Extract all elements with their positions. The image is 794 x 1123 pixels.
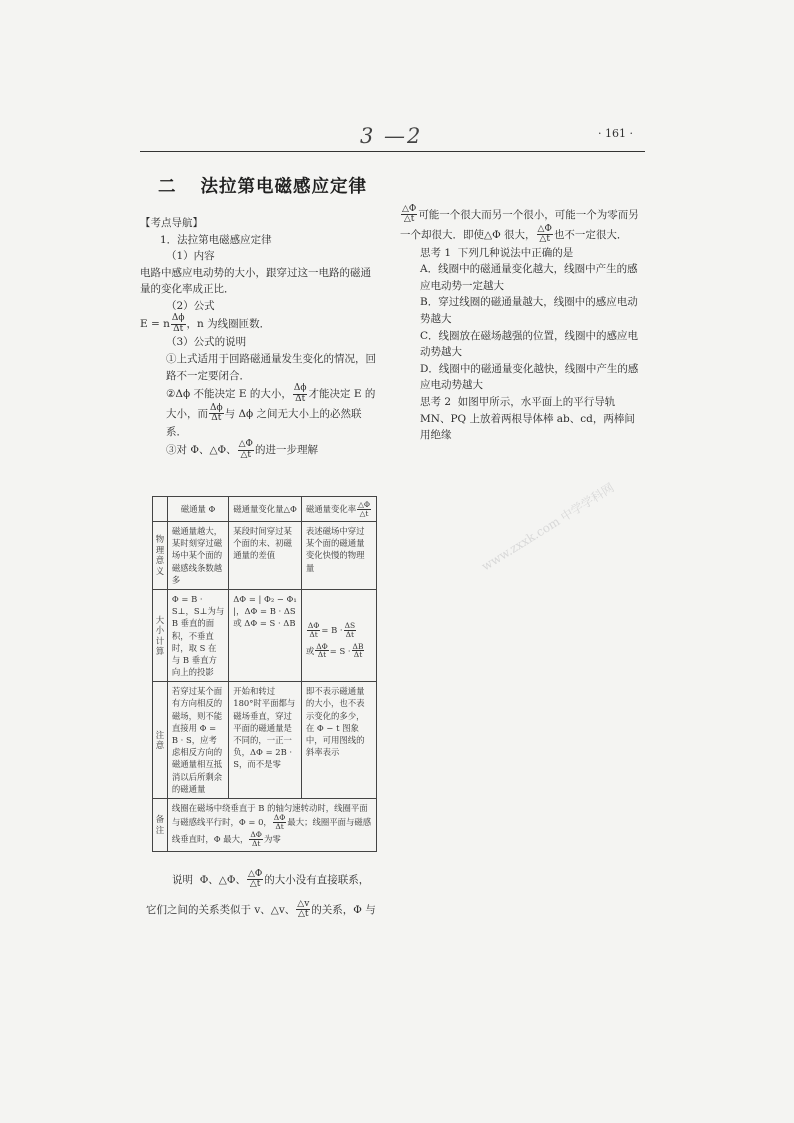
think-2-label: 思考 2	[420, 395, 452, 408]
note-1: ①上式适用于回路磁通量发生变化的情况，回路不一定要闭合．	[166, 352, 376, 382]
item-1-2: （2）公式	[166, 299, 215, 312]
row-head-attention: 注意	[153, 682, 168, 799]
table-remark-cell: 线圈在磁场中绕垂直于 B 的轴匀速转动时，线圈平面与磁感线平行时，Φ = 0， $\frac{\Delta\Phi}{\Delta t}$ 最大；线圈平面与磁感线垂直时，Φ 最大， $\frac{\Delta\Phi}{\Delta t}$ 为零	[167, 798, 376, 851]
note2-fraction: $\frac{\Delta\phi}{\Delta t}$	[293, 383, 307, 404]
table-cell: Φ = B · S⊥，S⊥为与 B 垂直的面积，不垂直时，取 S 在与 B 垂直方向上的投影	[167, 589, 228, 681]
guide-label: 【考点导航】	[140, 217, 203, 229]
formula	[140, 314, 380, 334]
left-column	[140, 215, 380, 460]
right-column	[400, 205, 645, 444]
continuation-text: $\frac{\triangle\Phi}{\triangle t}$ 可能一个很大而另一个很小，可能一个为零而另一个却很大．即使△Φ 很大， $\frac{\triangle\Phi}{\triangle t}$ 也不一定很大．	[400, 204, 639, 245]
formula-fraction: $\frac{\Delta\phi}{\Delta t}$	[171, 313, 185, 334]
header-rule	[140, 151, 645, 152]
bottom-note-line-1: 说明 Φ、△Φ、 $\frac{\triangle\Phi}{\triangle t}$ 的大小没有直接联系，	[172, 869, 370, 890]
table-cell: 若穿过某个面有方向相反的磁场，则不能直接用 Φ = B · S，应考虑相反方向的磁通量相互抵消以后所剩余的磁通量	[167, 682, 228, 799]
think-1: 思考 1 下列几种说法中正确的是	[420, 246, 574, 259]
section-heading: 法拉第电磁感应定律	[200, 177, 367, 197]
table-row	[153, 522, 377, 590]
note3-fraction: $\frac{\triangle\Phi}{\triangle t}$	[238, 439, 253, 460]
row-head-calculation: 大小计算	[153, 589, 168, 681]
note-3: ③对 Φ、△Φ、 $\frac{\triangle\Phi}{\triangle t}$ 的进一步理解	[166, 439, 318, 460]
think-2: 思考 2 如图甲所示，水平面上的平行导轨 MN、PQ 上放着两根导体棒 ab、cd，两棒间用绝缘	[420, 395, 635, 442]
option-c: C．线圈放在磁场越强的位置，线圈中的感应电动势越大	[420, 329, 639, 359]
option-d: D．线圈中的磁通量变化越快，线圈中产生的感应电动势越大	[420, 362, 639, 392]
watermark: www.zxxk.com 中学学科网	[479, 480, 617, 574]
table-cell: ΔΦ = | Φ₂ − Φ₁ |，ΔΦ = B · ΔS 或 ΔΦ = S · ΔB	[229, 589, 302, 681]
item-1-1: （1）内容	[166, 250, 215, 263]
table-row	[153, 589, 377, 681]
table-cell: 开始和转过 180°时平面都与磁场垂直，穿过平面的磁通量是不同的，一正一负，ΔΦ = 2B · S，而不是零	[229, 682, 302, 799]
bottom-note-line-2: 它们之间的关系类似于 v、△v、 $\frac{\triangle v}{\triangle t}$ 的关系，Φ 与	[146, 899, 376, 920]
table-corner	[153, 497, 168, 522]
table-cell: $\frac{\Delta\Phi}{\Delta t}$ = B · $\frac{\Delta S}{\Delta t}$ 或 $\frac{\Delta\Phi}{\Delta t}$ = S · $\frac{\Delta B}{\Delta t}$	[301, 589, 376, 681]
option-b: B．穿过线圈的磁通量越大，线圈中的感应电动势越大	[420, 296, 638, 326]
item-1-3: （3）公式的说明	[166, 336, 247, 349]
table-cell: 某段时间穿过某个面的末、初磁通量的差值	[229, 522, 302, 590]
col-header-flux-change: 磁通量变化量△Φ	[229, 497, 302, 522]
table-row	[153, 682, 377, 799]
table-cell: 即不表示磁通量的大小，也不表示变化的多少，在 Φ − t 图象中，可用图线的斜率表示	[301, 682, 376, 799]
formula-lhs: E = n	[140, 318, 170, 331]
formula-tail: ，n 为线圈匝数．	[186, 318, 271, 331]
comparison-table	[152, 496, 377, 852]
table-cell: 表述磁场中穿过某个面的磁通量变化快慢的物理量	[301, 522, 376, 590]
col-header-flux: 磁通量 Φ	[167, 497, 228, 522]
col-header-flux-rate: 磁通量变化率 $\frac{\triangle\Phi}{\triangle t}$	[301, 497, 376, 522]
note2-fraction-2: $\frac{\Delta\phi}{\Delta t}$	[210, 402, 223, 424]
row-head-meaning: 物理意义	[153, 522, 168, 590]
page-number: · 161 ·	[598, 127, 633, 140]
think-1-label: 思考 1	[420, 246, 452, 259]
table-cell: 磁通量越大，某时刻穿过磁场中某个面的磁感线条数越多	[167, 522, 228, 590]
note-label: 说明	[172, 873, 193, 886]
table-header-row	[153, 497, 377, 522]
note-2: ②Δϕ 不能决定 E 的大小， $\frac{\Delta\phi}{\Delta t}$ 才能决定 E 的大小，而 $\frac{\Delta\phi}{\Delta t}$ 与 Δϕ 之间无大小上的必然联系．	[166, 383, 376, 438]
row-head-remark: 备注	[153, 798, 168, 851]
running-header: 3 —2	[360, 124, 423, 148]
item-1: 1．法拉第电磁感应定律	[160, 233, 272, 246]
table-row	[153, 798, 377, 851]
section-number: 二	[158, 177, 177, 197]
option-a: A．线圈中的磁通量变化越大，线圈中产生的感应电动势一定越大	[420, 263, 638, 292]
section-title	[158, 173, 367, 198]
content-text: 电路中感应电动势的大小，跟穿过这一电路的磁通量的变化率成正比．	[140, 266, 371, 296]
